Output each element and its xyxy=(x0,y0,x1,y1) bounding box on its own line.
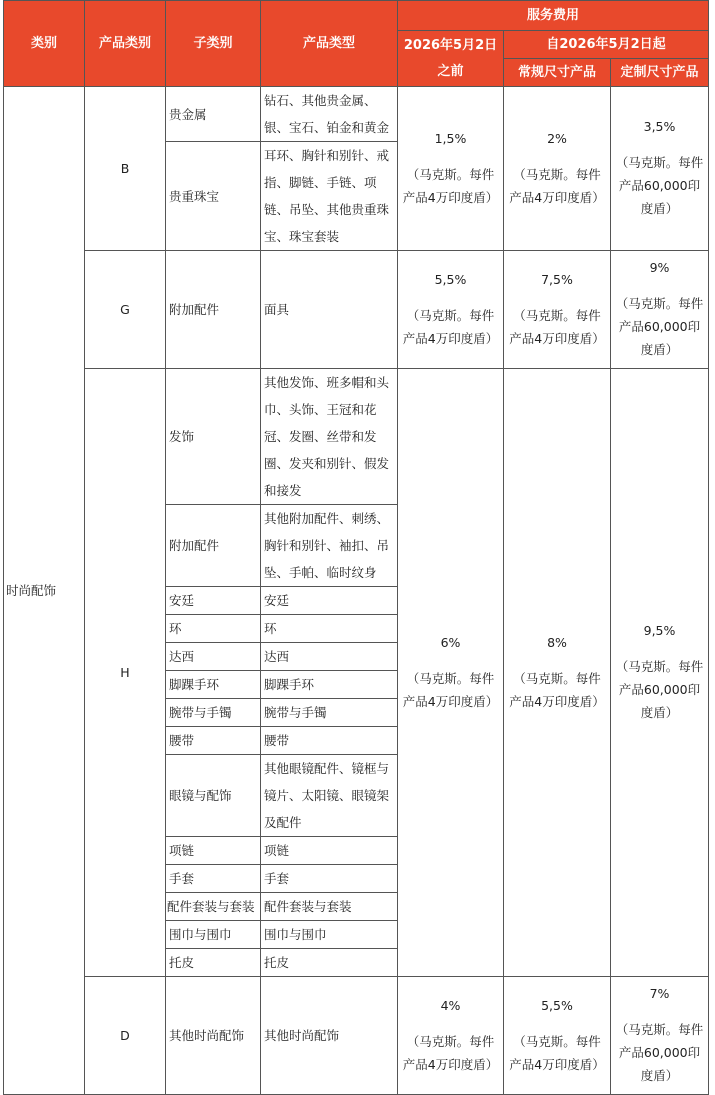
fee-standard-b xyxy=(504,87,611,251)
product-type-cell: 面具 xyxy=(261,251,398,369)
header-service-fee: 服务费用 xyxy=(398,1,709,31)
fee-note: （马克斯。每件产品60,000印度盾） xyxy=(615,659,704,720)
fee-before-b xyxy=(398,87,504,251)
fee-custom-g xyxy=(611,251,709,369)
fee-pct: 5,5% xyxy=(434,271,467,287)
header-product-type: 产品类型 xyxy=(261,1,398,87)
header-category: 类别 xyxy=(4,1,85,87)
product-category-b: B xyxy=(85,87,166,251)
fee-before-d xyxy=(398,977,504,1095)
fee-pct: 1,5% xyxy=(434,130,467,146)
fee-standard-h xyxy=(504,369,611,977)
product-type-cell: 钻石、其他贵金属、银、宝石、铂金和黄金 xyxy=(261,87,398,142)
fee-pct: 5,5% xyxy=(541,997,573,1013)
subcategory-cell: 贵重珠宝 xyxy=(166,142,261,251)
product-type-cell: 其他发饰、班多帽和头巾、头饰、王冠和花冠、发圈、丝带和发圈、发夹和别针、假发和接发 xyxy=(261,369,398,505)
product-type-cell: 手套 xyxy=(261,865,398,893)
product-category-h: H xyxy=(85,369,166,977)
header-custom-size: 定制尺寸产品 xyxy=(611,59,709,87)
fee-pct: 2% xyxy=(547,130,567,146)
fee-pct: 6% xyxy=(440,634,461,650)
subcategory-cell: 环 xyxy=(166,615,261,643)
fee-standard-g xyxy=(504,251,611,369)
fee-before-g xyxy=(398,251,504,369)
fee-note: （马克斯。每件产品4万印度盾） xyxy=(509,1033,605,1072)
subcategory-cell: 达西 xyxy=(166,643,261,671)
fee-note: （马克斯。每件产品4万印度盾） xyxy=(402,166,499,205)
fee-note: （马克斯。每件产品4万印度盾） xyxy=(402,670,499,709)
subcategory-cell: 附加配件 xyxy=(166,505,261,587)
fee-standard-d xyxy=(504,977,611,1095)
product-type-cell: 围巾与围巾 xyxy=(261,921,398,949)
subcategory-cell: 腰带 xyxy=(166,727,261,755)
product-category-d: D xyxy=(85,977,166,1095)
subcategory-cell: 贵金属 xyxy=(166,87,261,142)
fee-custom-d xyxy=(611,977,709,1095)
fee-before-h xyxy=(398,369,504,977)
fee-pct: 8% xyxy=(547,634,567,650)
fee-pct: 9% xyxy=(649,260,670,275)
subcategory-cell: 安廷 xyxy=(166,587,261,615)
product-type-cell: 托皮 xyxy=(261,949,398,977)
fee-custom-h xyxy=(611,369,709,977)
product-type-cell: 环 xyxy=(261,615,398,643)
fee-pct: 7,5% xyxy=(541,271,573,287)
product-type-cell: 腰带 xyxy=(261,727,398,755)
fee-pct: 3,5% xyxy=(643,119,676,134)
fee-pct: 7% xyxy=(649,986,670,1001)
subcategory-cell: 围巾与围巾 xyxy=(166,921,261,949)
header-subcategory: 子类别 xyxy=(166,1,261,87)
product-type-cell: 配件套装与套装 xyxy=(261,893,398,921)
fee-note: （马克斯。每件产品60,000印度盾） xyxy=(615,296,704,357)
product-type-cell: 其他眼镜配件、镜框与镜片、太阳镜、眼镜架及配件 xyxy=(261,755,398,837)
product-type-cell: 达西 xyxy=(261,643,398,671)
header-product-category: 产品类别 xyxy=(85,1,166,87)
category-cell: 时尚配饰 xyxy=(4,87,85,1095)
subcategory-cell: 其他时尚配饰 xyxy=(166,977,261,1095)
product-type-cell: 耳环、胸针和别针、戒指、脚链、手链、项链、吊坠、其他贵重珠宝、珠宝套装 xyxy=(261,142,398,251)
fee-note: （马克斯。每件产品4万印度盾） xyxy=(402,307,499,346)
subcategory-cell: 发饰 xyxy=(166,369,261,505)
product-category-g: G xyxy=(85,251,166,369)
fee-note: （马克斯。每件产品4万印度盾） xyxy=(509,166,605,205)
subcategory-cell: 托皮 xyxy=(166,949,261,977)
service-fee-table xyxy=(3,0,709,1095)
subcategory-cell: 脚踝手环 xyxy=(166,671,261,699)
product-type-cell: 安廷 xyxy=(261,587,398,615)
product-type-cell: 其他时尚配饰 xyxy=(261,977,398,1095)
subcategory-cell: 配件套装与套装 xyxy=(166,893,261,921)
header-before-date: 2026年5月2日之前 xyxy=(398,31,504,87)
fee-custom-b xyxy=(611,87,709,251)
product-type-cell: 脚踝手环 xyxy=(261,671,398,699)
product-type-cell: 其他附加配件、刺绣、胸针和别针、袖扣、吊坠、手帕、临时纹身 xyxy=(261,505,398,587)
fee-note: （马克斯。每件产品4万印度盾） xyxy=(402,1033,499,1072)
subcategory-cell: 项链 xyxy=(166,837,261,865)
fee-pct: 4% xyxy=(440,997,461,1013)
subcategory-cell: 手套 xyxy=(166,865,261,893)
product-type-cell: 腕带与手镯 xyxy=(261,699,398,727)
subcategory-cell: 眼镜与配饰 xyxy=(166,755,261,837)
fee-note: （马克斯。每件产品60,000印度盾） xyxy=(615,155,704,216)
header-standard-size: 常规尺寸产品 xyxy=(504,59,611,87)
header-from-date: 自2026年5月2日起 xyxy=(504,31,709,59)
fee-note: （马克斯。每件产品4万印度盾） xyxy=(509,307,605,346)
fee-pct: 9,5% xyxy=(643,623,676,638)
product-type-cell: 项链 xyxy=(261,837,398,865)
fee-note: （马克斯。每件产品60,000印度盾） xyxy=(615,1022,704,1083)
fee-note: （马克斯。每件产品4万印度盾） xyxy=(509,670,605,709)
subcategory-cell: 附加配件 xyxy=(166,251,261,369)
subcategory-cell: 腕带与手镯 xyxy=(166,699,261,727)
